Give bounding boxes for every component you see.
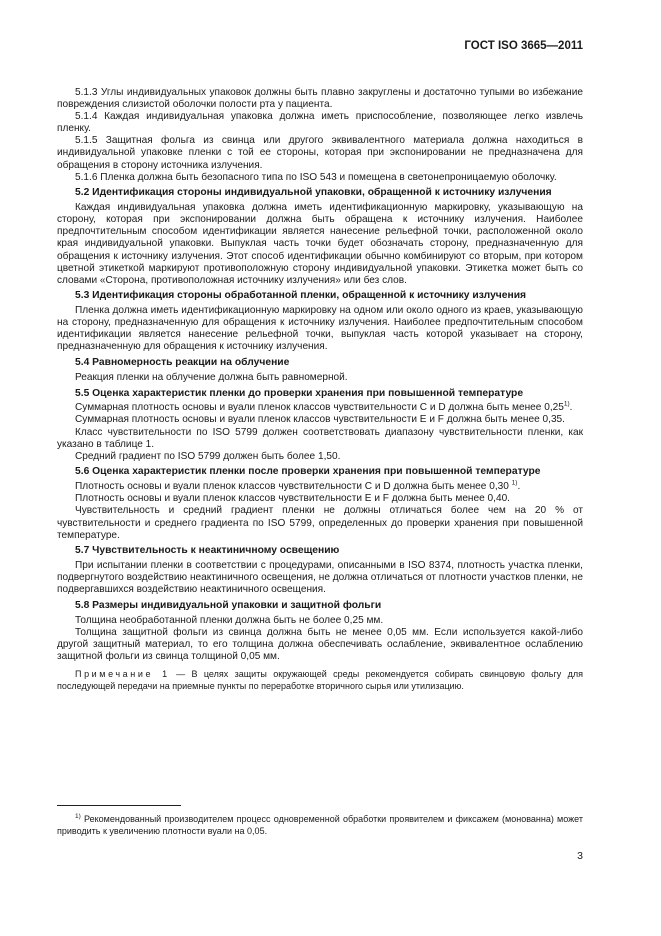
paragraph-5-6-a-text: Плотность основы и вуали пленок классов чувствительности С и D должна быть менее 0,30 — [75, 481, 509, 493]
paragraph-5-6-a: Плотность основы и вуали пленок классов чувствительности С и D должна быть менее 0,30 $^{1)}$. — [75, 479, 521, 493]
page-number: 3 — [577, 850, 583, 862]
paragraph-5-5-a-text: Суммарная плотность основы и вуали пленок классов чувствительности С и D должна быть менее 0,25 — [75, 402, 564, 414]
heading-5-6: 5.6 Оценка характеристик пленки после проверки хранения при повышенной температуре — [75, 466, 541, 478]
paragraph-5-1-3: 5.1.3 Углы индивидуальных упаковок должны быть плавно закруглены и достаточно тупыми во избежание повреждения слизистой оболочки полости рта у пациента. — [57, 87, 583, 111]
paragraph-5-2: Каждая индивидуальная упаковка должна иметь идентификационную маркировку, указывающую на сторону, которая при экспонировании должна быть обращена к источнику излучения. Наиболее предпочтительным способом идентификации является нанесение рельефной точки, расположенной около края индивидуальной упаковки. Выпуклая часть точки будет обозначать сторону, предназначенную для обращения к источнику излучения. Этот способ идентификации обычно комбинируют со вторым, при котором цветной этикеткой маркируют противоположную сторону индивидуальной упаковки. Этикетка может быть со словами «Сторона, противоположная источнику излучения» или без слов. — [57, 202, 583, 286]
footnote-text: Рекомендованный производителем процесс одновременной обработки проявителем и фиксажем (монованна) может приводить к увеличению плотности вуали на 0,05. — [57, 814, 583, 836]
footnote — [57, 813, 583, 837]
paragraph-5-6-c: Чувствительность и средний градиент пленки не должны отличаться более чем на 20 % от чувствительности и среднего градиента по ISO 5799, определенных до проверки хранения при повышенной температуре. — [57, 505, 583, 541]
footnote-separator — [57, 805, 181, 806]
paragraph-5-5-d: Средний градиент по ISO 5799 должен быть более 1,50. — [75, 450, 341, 462]
heading-5-8: 5.8 Размеры индивидуальной упаковки и защитной фольги — [75, 599, 382, 611]
note-label: Примечание 1 — [75, 669, 170, 680]
paragraph-5-6-b: Плотность основы и вуали пленок классов чувствительности Е и F должна быть менее 0,40. — [75, 493, 510, 505]
heading-5-4: 5.4 Равномерность реакции на облучение — [75, 357, 290, 369]
footnote-mark: 1) — [75, 813, 81, 820]
paragraph-5-1-4: 5.1.4 Каждая индивидуальная упаковка должна иметь приспособление, позволяющее легко извлечь пленку. — [57, 111, 583, 135]
heading-5-2: 5.2 Идентификация стороны индивидуальной упаковки, обращенной к источнику излучения — [75, 187, 552, 199]
paragraph-5-5-b: Суммарная плотность основы и вуали пленок классов чувствительности Е и F должна быть менее 0,35. — [75, 414, 565, 426]
paragraph-5-5-a: Суммарная плотность основы и вуали пленок классов чувствительности С и D должна быть менее 0,25$^{1)}$. — [75, 401, 573, 414]
document-body — [57, 87, 583, 692]
paragraph-5-1-5: 5.1.5 Защитная фольга из свинца или другого эквивалентного материала должна находиться в индивидуальной упаковке пленки с той ее стороны, которая при экспонировании не предназначена для обращения в сторону источника излучения. — [57, 135, 583, 171]
paragraph-5-7: При испытании пленки в соответствии с процедурами, описанными в ISO 8374, плотность участка пленки, подвергнутого воздействию неактиничного освещения, не должна отличаться от плотности участков пленки, не подвергавшихся воздействию неактиничного освещения. — [57, 560, 583, 596]
footnote-ref: 1) — [511, 479, 518, 487]
paragraph-5-5-c: Класс чувствительности по ISO 5799 должен соответствовать диапазону чувствительности пленки, как указано в таблице 1. — [57, 426, 583, 450]
footnote-ref: 1) — [563, 401, 570, 409]
paragraph-5-8-a: Толщина необработанной пленки должна быть не более 0,25 мм. — [75, 614, 384, 626]
paragraph-5-1-6: 5.1.6 Пленка должна быть безопасного типа по ISO 543 и помещена в светонепроницаемую оболочку. — [75, 171, 557, 183]
heading-5-3: 5.3 Идентификация стороны обработанной пленки, обращенной к источнику излучения — [75, 290, 527, 302]
paragraph-5-3: Пленка должна иметь идентификационную маркировку на одном или около одного из краев, указывающую на сторону, предназначенную для обращения к источнику излучения. Наиболее предпочтительным способом идентификации является нанесение рельефной точки, выпуклая часть которой указывает на сторону, предназначенную для обращения к источнику излучения. — [57, 305, 583, 353]
heading-5-7: 5.7 Чувствительность к неактиничному освещению — [75, 545, 340, 557]
note-1 — [57, 668, 583, 692]
paragraph-5-4: Реакция пленки на облучение должна быть равномерной. — [75, 371, 348, 383]
standard-header: ГОСТ ISO 3665—2011 — [464, 40, 583, 52]
note-text: — В целях защиты окружающей среды рекомендуется собирать свинцовую фольгу для последующей передачи на приемные пункты по переработке вторичного сырья или утилизацию. — [57, 669, 583, 692]
heading-5-5: 5.5 Оценка характеристик пленки до проверки хранения при повышенной температуре — [75, 387, 524, 399]
paragraph-5-8-b: Толщина защитной фольги из свинца должна быть не менее 0,05 мм. Если используется какой-либо другой защитный материал, то его толщина должна обеспечивать ослабление, эквивалентное ослаблению защитной фольги из свинца толщиной 0,05 мм. — [57, 626, 583, 662]
